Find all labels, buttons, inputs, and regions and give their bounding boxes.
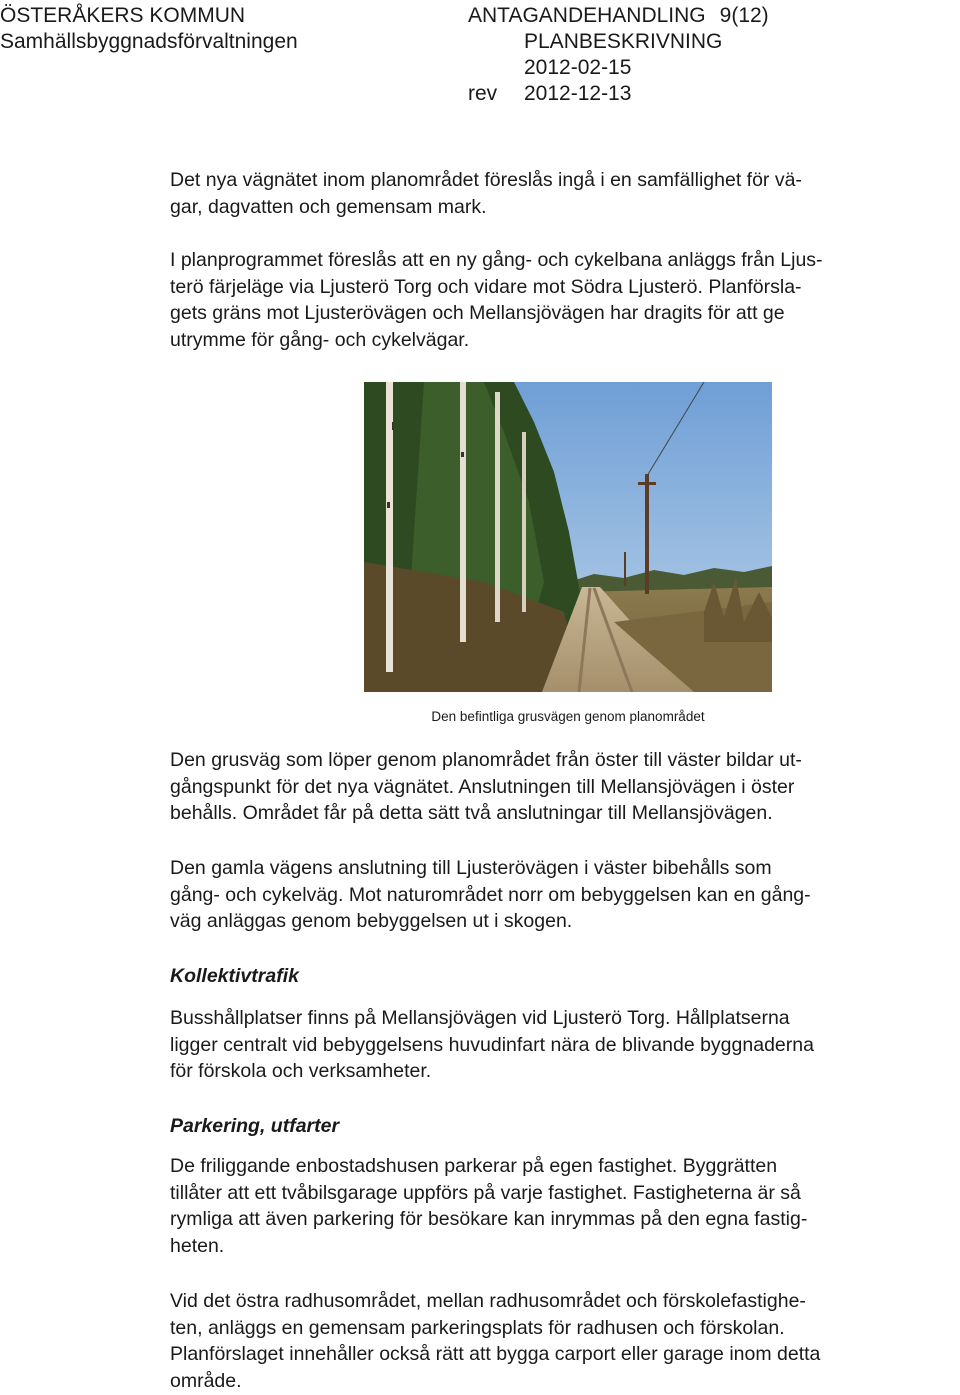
text-line: Det nya vägnätet inom planområdet föreslås ingå i en samfällighet för vä- [170, 169, 802, 191]
rev-date: 2012-12-13 [524, 82, 632, 105]
text-line: behålls. Området får på detta sätt två anslutningar till Mellansjövägen. [170, 802, 773, 824]
text-line: område. [170, 1369, 242, 1392]
text-line: Vid det östra radhusområdet, mellan radhusområdet och förskolefastighe- [170, 1290, 806, 1312]
text-line: Planförslaget innehåller också rätt att bygga carport eller garage inom detta [170, 1343, 821, 1365]
department-name: Samhällsbyggnadsförvaltningen [0, 30, 298, 53]
text-line: gar, dagvatten och gemensam mark. [170, 195, 487, 218]
paragraph-gamla-vagen [170, 855, 960, 935]
header-left [0, 3, 298, 55]
text-line: I planprogrammet föreslås att en ny gång- och cykelbana anläggs från Ljus- [170, 249, 823, 271]
paragraph-busshallplatser [170, 1005, 960, 1085]
doc-date: 2012-02-15 [524, 56, 632, 79]
text-line: rymliga att även parkering för besökare kan inrymmas på den egna fastig- [170, 1208, 808, 1230]
text-line: gångspunkt för det nya vägnätet. Anslutningen till Mellansjövägen i öster [170, 775, 795, 798]
heading-kollektivtrafik: Kollektivtrafik [170, 965, 299, 987]
paragraph-gang-cykelbana [170, 247, 960, 353]
doc-title-row [468, 29, 769, 55]
org-name: ÖSTERÅKERS KOMMUN [0, 4, 246, 27]
text-line: heten. [170, 1234, 225, 1257]
text-line: tillåter att ett tvåbilsgarage uppförs på varje fastighet. Fastigheterna är så [170, 1181, 801, 1204]
text-line: De friliggande enbostadshusen parkerar på egen fastighet. Byggrätten [170, 1155, 778, 1177]
paragraph-samfallighet [170, 167, 960, 220]
text-line: ligger centralt vid bebyggelsens huvudinfart nära de blivande byggnaderna [170, 1033, 814, 1056]
gravel-road-photo [364, 382, 772, 692]
text-line: Den gamla vägens anslutning till Ljusterövägen i väster bibehålls som [170, 857, 772, 879]
rev-label: rev [468, 82, 498, 105]
date-row [468, 55, 769, 81]
text-line: väg anläggas genom bebyggelsen ut i skogen. [170, 910, 573, 932]
page-number: 9(12) [719, 4, 769, 27]
header-right [468, 3, 769, 107]
text-line: utrymme för gång- och cykelvägar. [170, 328, 470, 351]
photo-caption: Den befintliga grusvägen genom planområdet [431, 709, 705, 724]
text-line: gets gräns mot Ljusterövägen och Mellansjövägen har dragits för att ge [170, 302, 785, 324]
paragraph-friliggande [170, 1153, 960, 1259]
text-line: Den grusväg som löper genom planområdet från öster till väster bildar ut- [170, 749, 802, 771]
heading-parkering: Parkering, utfarter [170, 1115, 340, 1137]
text-line: terö färjeläge via Ljusterö Torg och vidare mot Södra Ljusterö. Planförsla- [170, 275, 802, 298]
doc-type-row [468, 3, 769, 29]
text-line: Busshållplatser finns på Mellansjövägen vid Ljusterö Torg. Hållplatserna [170, 1007, 790, 1029]
doc-title: PLANBESKRIVNING [524, 30, 723, 53]
paragraph-radhusomradet [170, 1288, 960, 1394]
text-line: ten, anläggs en gemensam parkeringsplats för radhusen och förskolan. [170, 1316, 785, 1339]
rev-row [468, 81, 769, 107]
text-line: gång- och cykelväg. Mot naturområdet norr om bebyggelsen kan en gång- [170, 883, 811, 906]
doc-type: ANTAGANDEHANDLING [468, 4, 706, 27]
text-line: för förskola och verksamheter. [170, 1060, 432, 1082]
paragraph-grusvag [170, 747, 960, 827]
